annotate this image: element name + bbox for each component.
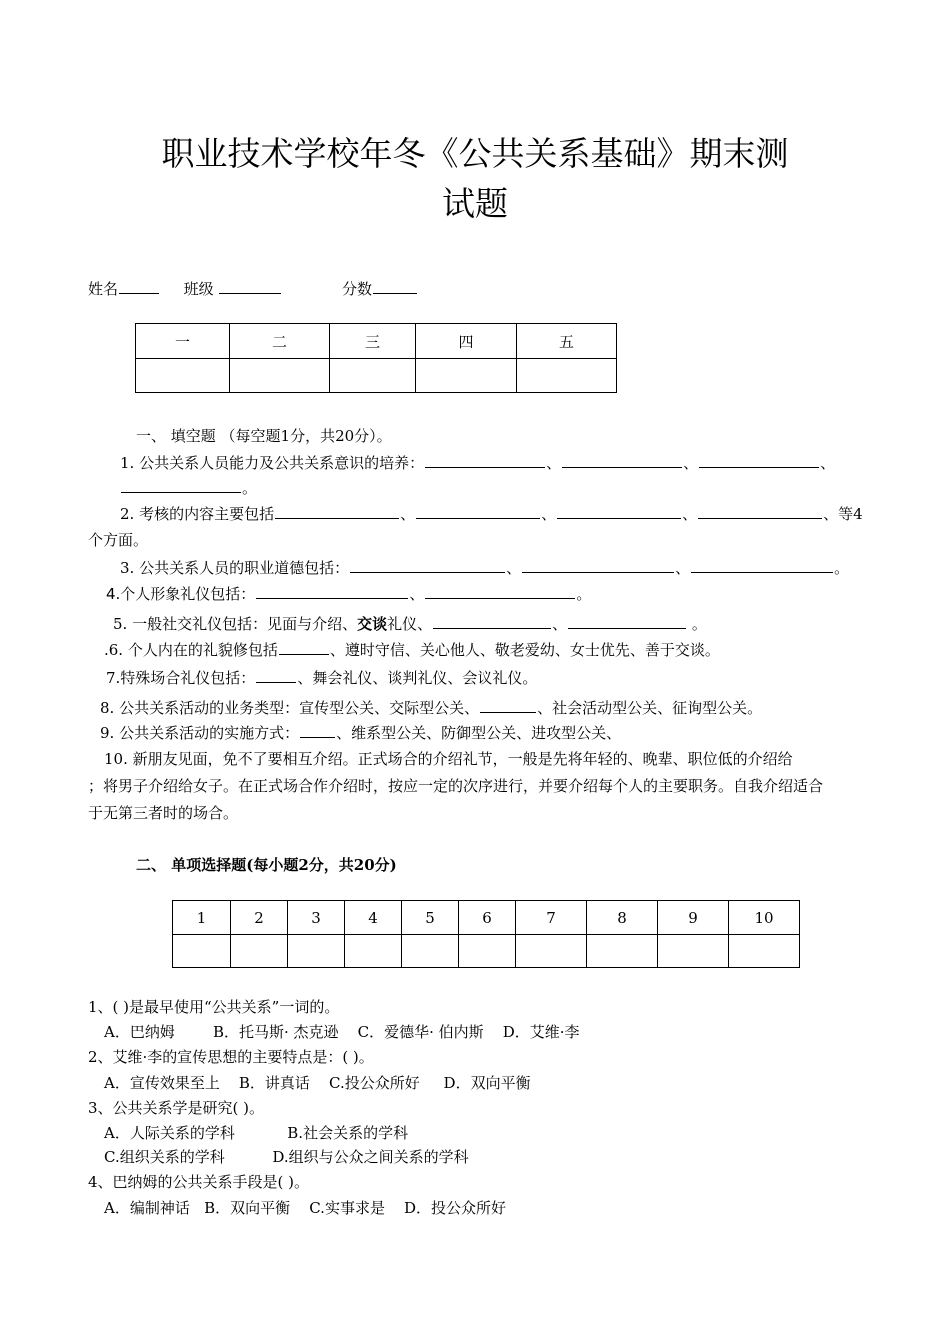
blank[interactable] <box>256 668 296 683</box>
answer-cell[interactable] <box>587 935 658 968</box>
mc-question-1-stem: 1、( )是最早使用“公共关系”一词的。 <box>88 998 340 1016</box>
question-3: 3. 公共关系人员的职业道德包括： 、 、 。 <box>120 559 850 577</box>
answer-header-cell: 6 <box>459 901 516 935</box>
answer-cell[interactable] <box>729 935 800 968</box>
answer-header-cell: 7 <box>516 901 587 935</box>
blank[interactable] <box>522 558 674 573</box>
question-2-cont: 个方面。 <box>88 531 149 549</box>
question-10-line2: ；将男子介绍给女子。在正式场合作介绍时，按应一定的次序进行，并要介绍每个人的主要职务。自我介绍适合 <box>88 777 824 795</box>
question-5-bold: 交谈 <box>357 615 388 633</box>
section2-heading: 二、 单项选择题(每小题2分，共20分) <box>136 856 397 874</box>
question-4: 4.个人形象礼仪包括： 、 。 <box>106 585 592 603</box>
question-9-tail: 、维系型公关、防御型公关、进攻型公关、 <box>336 724 622 742</box>
score-header-cell: 四 <box>416 324 517 359</box>
question-7-tail: 、舞会礼仪、谈判礼仪、会议礼仪。 <box>297 669 538 687</box>
question-9 <box>100 722 621 743</box>
answer-table <box>172 900 800 968</box>
score-header-cell: 三 <box>330 324 416 359</box>
question-1-text: 1. 公共关系人员能力及公共关系意识的培养： <box>120 454 425 472</box>
blank[interactable] <box>416 504 540 519</box>
answer-header-cell: 10 <box>729 901 800 935</box>
blank[interactable] <box>433 614 551 629</box>
question-1: 1. 公共关系人员能力及公共关系意识的培养： 、 、 、 <box>120 454 836 472</box>
answer-cell[interactable] <box>402 935 459 968</box>
answer-cell[interactable] <box>173 935 231 968</box>
question-6 <box>104 639 720 660</box>
answer-header-cell: 8 <box>587 901 658 935</box>
score-header-cell: 二 <box>230 324 330 359</box>
page-title-line2: 试题 <box>442 184 508 223</box>
blank[interactable] <box>698 504 822 519</box>
blank[interactable] <box>350 558 505 573</box>
mc-question-3-options: A．人际关系的学科 B.社会关系的学科 <box>104 1124 409 1142</box>
question-6-text: .6. 个人内在的礼貌修包括 <box>104 641 278 659</box>
mc-question-4-options: A．编制神话 B．双向平衡 C.实事求是 D．投公众所好 <box>104 1199 507 1217</box>
mc-question-2-options: A．宣传效果至上 B．讲真话 C.投公众所好 D．双向平衡 <box>104 1074 531 1092</box>
mc-question-4-stem: 4、巴纳姆的公共关系手段是( )。 <box>88 1173 310 1191</box>
section1-heading: 一、 填空题 （每空题1分，共20分）。 <box>136 427 392 445</box>
score-header-cell: 一 <box>136 324 230 359</box>
question-7-text: 7.特殊场合礼仪包括： <box>106 669 256 687</box>
score-cell[interactable] <box>230 359 330 393</box>
mc-question-2-stem: 2、艾维·李的宣传思想的主要特点是：( )。 <box>88 1048 374 1066</box>
name-blank[interactable] <box>119 279 159 294</box>
blank[interactable] <box>121 478 241 493</box>
question-7 <box>106 667 537 688</box>
question-3-text: 3. 公共关系人员的职业道德包括： <box>120 559 350 577</box>
blank[interactable] <box>256 584 408 599</box>
student-info-line <box>88 278 418 299</box>
score-blank[interactable] <box>373 279 417 294</box>
blank[interactable] <box>562 453 682 468</box>
answer-header-cell: 2 <box>231 901 288 935</box>
answer-cell[interactable] <box>345 935 402 968</box>
question-4-text: 4.个人形象礼仪包括： <box>106 585 256 603</box>
question-8 <box>100 697 762 718</box>
question-10-line1: 10. 新朋友见面，免不了要相互介绍。正式场合的介绍礼节，一般是先将年轻的、晚辈、职位低的介绍给 <box>104 750 793 768</box>
class-label: 班级 <box>183 280 214 298</box>
question-6-tail: 、遵时守信、关心他人、敬老爱幼、女士优先、善于交谈。 <box>329 641 720 659</box>
question-5-tail: 礼仪、 <box>387 615 433 633</box>
question-10-line3: 于无第三者时的场合。 <box>88 804 239 822</box>
blank[interactable] <box>425 584 575 599</box>
blank[interactable] <box>279 640 329 655</box>
blank[interactable] <box>425 453 545 468</box>
blank[interactable] <box>300 723 335 738</box>
mc-question-3-options-2: C.组织关系的学科 D.组织与公众之间关系的学科 <box>104 1148 469 1166</box>
blank[interactable] <box>480 698 536 713</box>
question-2-tail: 、等4 <box>823 505 863 523</box>
answer-header-cell: 3 <box>288 901 345 935</box>
score-cell[interactable] <box>136 359 230 393</box>
blank[interactable] <box>691 558 833 573</box>
question-5: 5. 一般社交礼仪包括：见面与介绍、交谈礼仪、 、 。 <box>113 615 707 633</box>
score-cell[interactable] <box>517 359 617 393</box>
question-8-text: 8. 公共关系活动的业务类型：宣传型公关、交际型公关、 <box>100 699 480 717</box>
answer-cell[interactable] <box>516 935 587 968</box>
answer-cell[interactable] <box>288 935 345 968</box>
answer-header-cell: 9 <box>658 901 729 935</box>
blank[interactable] <box>275 504 399 519</box>
blank[interactable] <box>557 504 681 519</box>
mc-question-1-options: A．巴纳姆 B．托马斯· 杰克逊 C．爱德华· 伯内斯 D．艾维·李 <box>104 1023 580 1041</box>
answer-cell[interactable] <box>459 935 516 968</box>
question-5-text: 5. 一般社交礼仪包括：见面与介绍、 <box>113 615 358 633</box>
answer-cell[interactable] <box>231 935 288 968</box>
question-2-text: 2. 考核的内容主要包括 <box>120 505 275 523</box>
name-label: 姓名 <box>88 280 119 298</box>
question-9-text: 9. 公共关系活动的实施方式： <box>100 724 300 742</box>
score-header-cell: 五 <box>517 324 617 359</box>
question-8-tail: 、社会活动型公关、征询型公关。 <box>537 699 763 717</box>
class-blank[interactable] <box>219 279 281 294</box>
score-cell[interactable] <box>330 359 416 393</box>
score-label: 分数 <box>341 280 372 298</box>
answer-header-cell: 1 <box>173 901 231 935</box>
question-2: 2. 考核的内容主要包括 、 、 、 、等4 <box>120 505 863 523</box>
answer-cell[interactable] <box>658 935 729 968</box>
answer-header-cell: 5 <box>402 901 459 935</box>
blank[interactable] <box>699 453 819 468</box>
mc-question-3-stem: 3、公共关系学是研究( )。 <box>88 1099 265 1117</box>
score-table <box>135 323 617 393</box>
question-1-cont: 。 <box>120 477 257 498</box>
score-cell[interactable] <box>416 359 517 393</box>
answer-header-cell: 4 <box>345 901 402 935</box>
blank[interactable] <box>568 614 686 629</box>
page-title: 职业技术学校年冬《公共关系基础》期末测 <box>161 134 789 173</box>
